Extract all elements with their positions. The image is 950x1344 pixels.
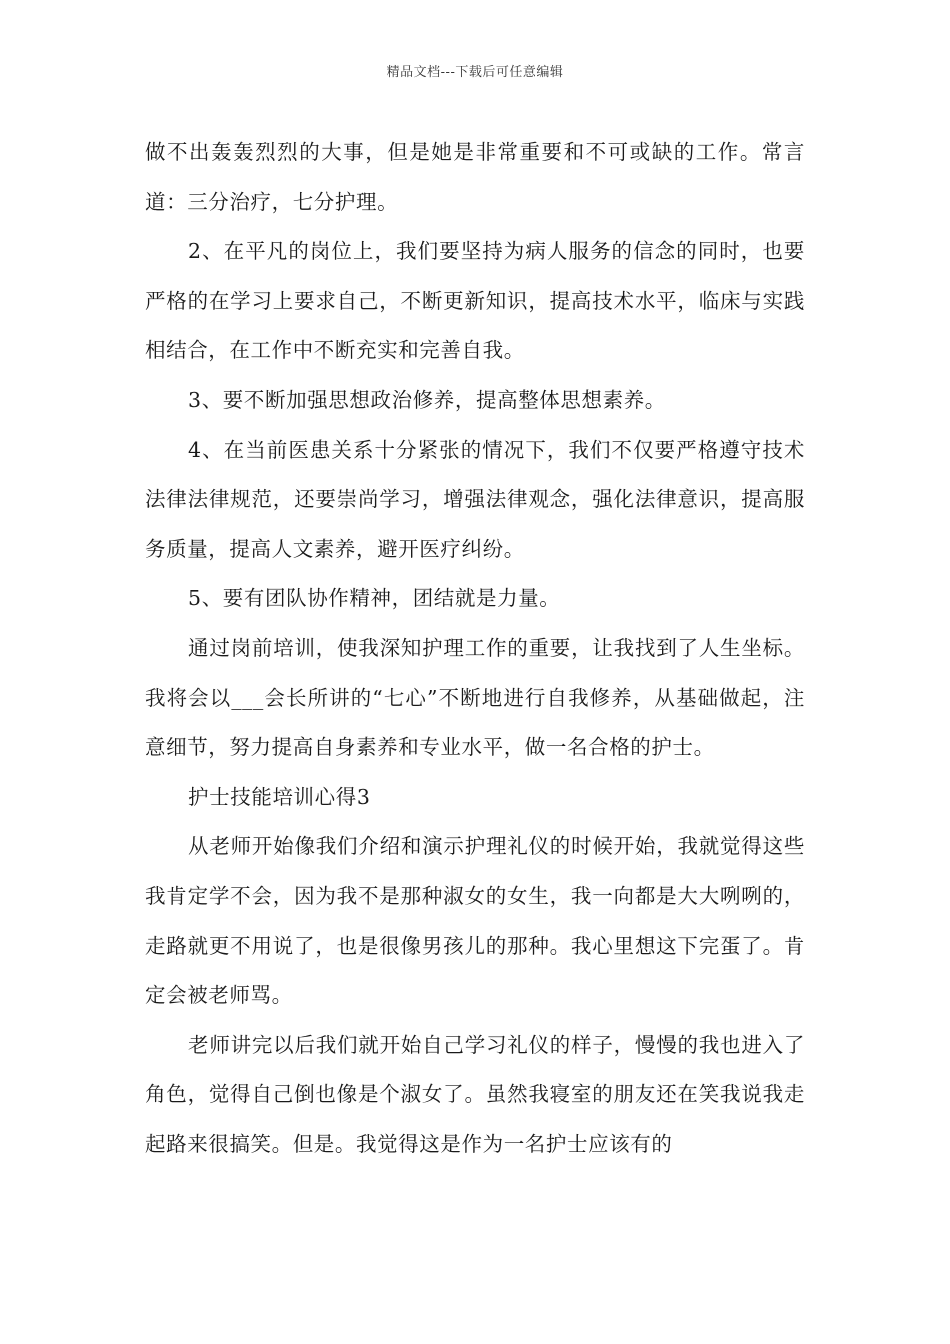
section-heading: 护士技能培训心得3 xyxy=(188,784,371,809)
document-body xyxy=(145,128,805,1169)
paragraph: 老师讲完以后我们就开始自己学习礼仪的样子，慢慢的我也进入了角色，觉得自己倒也像是个淑女了。虽然我寝室的朋友还在笑我说我走起路来很搞笑。但是。我觉得这是作为一名护士应该有的 xyxy=(145,1032,805,1156)
paragraph: 2、在平凡的岗位上，我们要坚持为病人服务的信念的同时，也要严格的在学习上要求自己，不断更新知识，提高技术水平，临床与实践相结合，在工作中不断充实和完善自我。 xyxy=(145,239,805,363)
paragraph: 通过岗前培训，使我深知护理工作的重要，让我找到了人生坐标。我将会以___会长所讲的“七心”不断地进行自我修养，从基础做起，注意细节，努力提高自身素养和专业水平，做一名合格的护士。 xyxy=(145,635,805,760)
paragraph: 5、要有团队协作精神，团结就是力量。 xyxy=(188,586,561,611)
paragraph: 4、在当前医患关系十分紧张的情况下，我们不仅要严格遵守技术法律法律规范，还要崇尚学习，增强法律观念，强化法律意识，提高服务质量，提高人文素养，避开医疗纠纷。 xyxy=(145,437,805,561)
paragraph: 从老师开始像我们介绍和演示护理礼仪的时候开始，我就觉得这些我肯定学不会，因为我不是那种淑女的女生，我一向都是大大咧咧的，走路就更不用说了，也是很像男孩儿的那种。我心里想这下完蛋了。肯定会被老师骂。 xyxy=(145,834,805,1008)
page-header: 精品文档---下载后可任意编辑 xyxy=(386,65,564,80)
paragraph: 3、要不断加强思想政治修养，提高整体思想素养。 xyxy=(188,387,666,412)
paragraph: 做不出轰轰烈烈的大事，但是她是非常重要和不可或缺的工作。常言道：三分治疗，七分护理。 xyxy=(145,140,805,214)
